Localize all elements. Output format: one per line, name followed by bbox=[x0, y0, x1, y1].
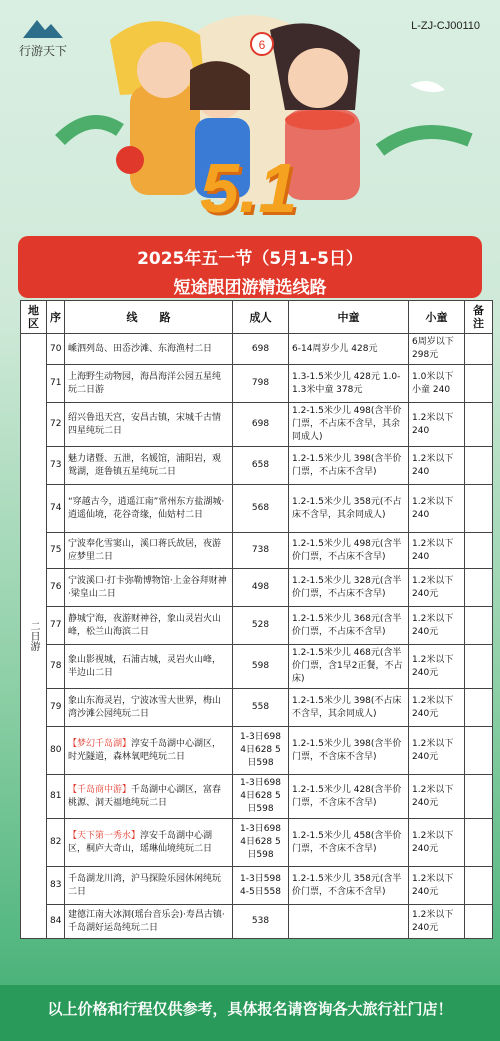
adult-price: 798 bbox=[233, 365, 289, 403]
row-number: 72 bbox=[47, 403, 65, 447]
route-cell bbox=[65, 867, 233, 905]
route-cell bbox=[65, 905, 233, 939]
header-no: 序 bbox=[47, 301, 65, 334]
route-cell bbox=[65, 485, 233, 533]
route-text: 魅力诸暨、五泄，名媛馆，浦阳岩，观鸳湖，逛鲁镇五星纯玩二日 bbox=[68, 453, 222, 477]
small-child-price: 1.2米以下 240 bbox=[409, 447, 465, 485]
route-cell bbox=[65, 607, 233, 645]
route-text: 淳安千岛湖中心湖区，时光隧道，森林氧吧纯玩二日 bbox=[68, 738, 222, 762]
note-cell bbox=[465, 403, 493, 447]
mid-child-price: 1.3-1.5米少儿 428元 1.0-1.3米中童 378元 bbox=[289, 365, 409, 403]
adult-price: 568 bbox=[233, 485, 289, 533]
header-adult: 成人 bbox=[233, 301, 289, 334]
row-number: 79 bbox=[47, 689, 65, 727]
small-child-price: 1.2米以下 240元 bbox=[409, 607, 465, 645]
page-subtitle: 短途跟团游精选线路 bbox=[173, 278, 327, 298]
route-cell bbox=[65, 645, 233, 689]
route-cell bbox=[65, 689, 233, 727]
row-number: 71 bbox=[47, 365, 65, 403]
header-region: 地区 bbox=[21, 301, 47, 334]
title-banner bbox=[18, 236, 482, 298]
adult-price: 598 bbox=[233, 645, 289, 689]
route-text: 千岛湖龙川湾，沪马探险乐园休闲纯玩二日 bbox=[68, 873, 222, 897]
route-text: 上海野生动物园，海昌海洋公园五星纯玩二日游 bbox=[68, 371, 222, 395]
route-cell bbox=[65, 365, 233, 403]
small-child-price: 1.2米以下 240元 bbox=[409, 645, 465, 689]
adult-price: 538 bbox=[233, 905, 289, 939]
route-cell bbox=[65, 569, 233, 607]
mid-child-price: 1.2-1.5米少儿 358元(含半价门票，不含床不含早) bbox=[289, 867, 409, 905]
mid-child-price: 1.2-1.5米少儿 498元(含半价门票，不占床不含早) bbox=[289, 533, 409, 569]
table-row bbox=[21, 645, 493, 689]
route-text: 静城宁海，夜游财神谷，象山灵岩火山峰，松兰山海滨二日 bbox=[68, 613, 222, 637]
row-number: 74 bbox=[47, 485, 65, 533]
table-row bbox=[21, 365, 493, 403]
mid-child-price: 1.2-1.5米少儿 368元(含半价门票，不占床不含早) bbox=[289, 607, 409, 645]
adult-price: 558 bbox=[233, 689, 289, 727]
mid-child-price: 1.2-1.5米少儿 398(含半价门票，不含床不含早) bbox=[289, 727, 409, 775]
table-row bbox=[21, 334, 493, 365]
small-child-price: 1.2米以下 240元 bbox=[409, 569, 465, 607]
row-number: 76 bbox=[47, 569, 65, 607]
table-row bbox=[21, 485, 493, 533]
table-row bbox=[21, 819, 493, 867]
route-text: 千岛湖中心湖区，富春桃源、洞天福地纯玩二日 bbox=[68, 784, 222, 808]
route-cell bbox=[65, 447, 233, 485]
small-child-price: 6周岁以下 298元 bbox=[409, 334, 465, 365]
route-tag: 【梦幻千岛湖】 bbox=[68, 738, 132, 749]
note-cell bbox=[465, 569, 493, 607]
header-note: 备注 bbox=[465, 301, 493, 334]
mid-child-price: 1.2-1.5米少儿 498(含半价门票，不占床不含早，其余同成人) bbox=[289, 403, 409, 447]
route-text: 宁波溪口·打卡弥勒博物馆·上金谷拜财神·梁皇山二日 bbox=[68, 575, 227, 599]
table-row bbox=[21, 533, 493, 569]
route-text: 嵊泗列岛、田岙沙滩、东海渔村二日 bbox=[68, 343, 213, 354]
small-child-price: 1.2米以下 240 bbox=[409, 533, 465, 569]
small-child-price: 1.2米以下 240元 bbox=[409, 819, 465, 867]
note-cell bbox=[465, 533, 493, 569]
page-title: 2025年五一节（5月1-5日） bbox=[137, 249, 363, 269]
row-number: 77 bbox=[47, 607, 65, 645]
route-cell bbox=[65, 403, 233, 447]
mid-child-price: 6-14周岁少儿 428元 bbox=[289, 334, 409, 365]
adult-price: 1-3日698 4日628 5日598 bbox=[233, 727, 289, 775]
route-text: 绍兴鲁迅天宫，安昌古镇，宋城千古情四星纯玩二日 bbox=[68, 412, 222, 436]
route-text: 象山影视城，石浦古城，灵岩火山峰，半边山二日 bbox=[68, 654, 222, 678]
small-child-price: 1.0米以下小童 240 bbox=[409, 365, 465, 403]
table-row bbox=[21, 905, 493, 939]
mid-child-price: 1.2-1.5米少儿 328元(含半价门票，不占床不含早) bbox=[289, 569, 409, 607]
small-child-price: 1.2米以下 240元 bbox=[409, 867, 465, 905]
mid-child-price: 1.2-1.5米少儿 428(含半价门票，不含床不含早) bbox=[289, 775, 409, 819]
row-number: 80 bbox=[47, 727, 65, 775]
note-cell bbox=[465, 334, 493, 365]
row-number: 84 bbox=[47, 905, 65, 939]
row-number: 70 bbox=[47, 334, 65, 365]
header-route: 线 路 bbox=[65, 301, 233, 334]
mid-child-price: 1.2-1.5米少儿 398(含半价门票，不占床不含早) bbox=[289, 447, 409, 485]
mid-child-price: 1.2-1.5米少儿 358元(不占床不含早，其余同成人) bbox=[289, 485, 409, 533]
note-cell bbox=[465, 775, 493, 819]
mid-child-price: 1.2-1.5米少儿 468元(含半价门票，含1早2正餐，不占床) bbox=[289, 645, 409, 689]
table-row bbox=[21, 727, 493, 775]
note-cell bbox=[465, 365, 493, 403]
small-child-price: 1.2米以下 240 bbox=[409, 403, 465, 447]
row-number: 75 bbox=[47, 533, 65, 569]
note-cell bbox=[465, 485, 493, 533]
route-cell bbox=[65, 533, 233, 569]
route-text: “穿越古今，逍遥江南”常州东方盐湖城·逍遥仙境，花谷奇缘，仙姑村二日 bbox=[68, 496, 225, 520]
brand-logo bbox=[14, 14, 72, 59]
note-cell bbox=[465, 819, 493, 867]
route-table-container bbox=[20, 300, 492, 939]
adult-price: 1-3日698 4日628 5日598 bbox=[233, 775, 289, 819]
region-cell: 二日游 bbox=[21, 334, 47, 939]
table-row bbox=[21, 569, 493, 607]
table-row bbox=[21, 447, 493, 485]
note-cell bbox=[465, 645, 493, 689]
mid-child-price: 1.2-1.5米少儿 458(含半价门票，不含床不含早) bbox=[289, 819, 409, 867]
mid-child-price: 1.2-1.5米少儿 398(不占床不含早，其余同成人) bbox=[289, 689, 409, 727]
product-code: L-ZJ-CJ00110 bbox=[411, 20, 480, 32]
logo-text: 行游天下 bbox=[18, 44, 67, 58]
footer-notice: 以上价格和行程仅供参考，具体报名请咨询各大旅行社门店！ bbox=[0, 985, 500, 1041]
route-cell bbox=[65, 775, 233, 819]
note-cell bbox=[465, 727, 493, 775]
route-cell bbox=[65, 727, 233, 775]
route-tag: 【天下第一秀水】 bbox=[68, 830, 141, 841]
route-tag: 【千岛商中游】 bbox=[68, 784, 132, 795]
table-row bbox=[21, 775, 493, 819]
small-child-price: 1.2米以下 240 bbox=[409, 485, 465, 533]
holiday-badge: 5.1 bbox=[200, 149, 298, 227]
note-cell bbox=[465, 607, 493, 645]
note-cell bbox=[465, 689, 493, 727]
adult-price: 738 bbox=[233, 533, 289, 569]
row-number: 82 bbox=[47, 819, 65, 867]
row-number: 78 bbox=[47, 645, 65, 689]
note-cell bbox=[465, 867, 493, 905]
route-text: 淳安千岛湖中心湖区，桐庐大奇山，瑶琳仙境纯玩二日 bbox=[68, 830, 213, 854]
svg-text:6: 6 bbox=[258, 38, 266, 52]
adult-price: 1-3日598 4-5日558 bbox=[233, 867, 289, 905]
table-header-row bbox=[21, 301, 493, 334]
row-number: 83 bbox=[47, 867, 65, 905]
route-cell bbox=[65, 819, 233, 867]
header-mid-child: 中童 bbox=[289, 301, 409, 334]
route-text: 建德江南大冰洞(瑶台音乐会)·寿昌古镇·千岛湖好运岛纯玩二日 bbox=[68, 909, 225, 933]
note-cell bbox=[465, 905, 493, 939]
adult-price: 698 bbox=[233, 334, 289, 365]
adult-price: 528 bbox=[233, 607, 289, 645]
small-child-price: 1.2米以下 240元 bbox=[409, 689, 465, 727]
adult-price: 698 bbox=[233, 403, 289, 447]
small-child-price: 1.2米以下 240元 bbox=[409, 727, 465, 775]
route-text: 象山东海灵岩，宁波冰雪大世界，梅山湾沙滩公园纯玩二日 bbox=[68, 695, 222, 719]
table-row bbox=[21, 403, 493, 447]
mountain-icon bbox=[23, 14, 63, 38]
row-number: 81 bbox=[47, 775, 65, 819]
small-child-price: 1.2米以下 240元 bbox=[409, 775, 465, 819]
table-row bbox=[21, 689, 493, 727]
adult-price: 498 bbox=[233, 569, 289, 607]
mid-child-price bbox=[289, 905, 409, 939]
table-row bbox=[21, 867, 493, 905]
header-small-child: 小童 bbox=[409, 301, 465, 334]
route-table bbox=[20, 300, 493, 939]
route-text: 宁波奉化雪窦山，溪口蒋氏故居，夜游应梦里二日 bbox=[68, 538, 222, 562]
adult-price: 1-3日698 4日628 5日598 bbox=[233, 819, 289, 867]
note-cell bbox=[465, 447, 493, 485]
row-number: 73 bbox=[47, 447, 65, 485]
adult-price: 658 bbox=[233, 447, 289, 485]
small-child-price: 1.2米以下 240元 bbox=[409, 905, 465, 939]
table-row bbox=[21, 607, 493, 645]
route-cell bbox=[65, 334, 233, 365]
